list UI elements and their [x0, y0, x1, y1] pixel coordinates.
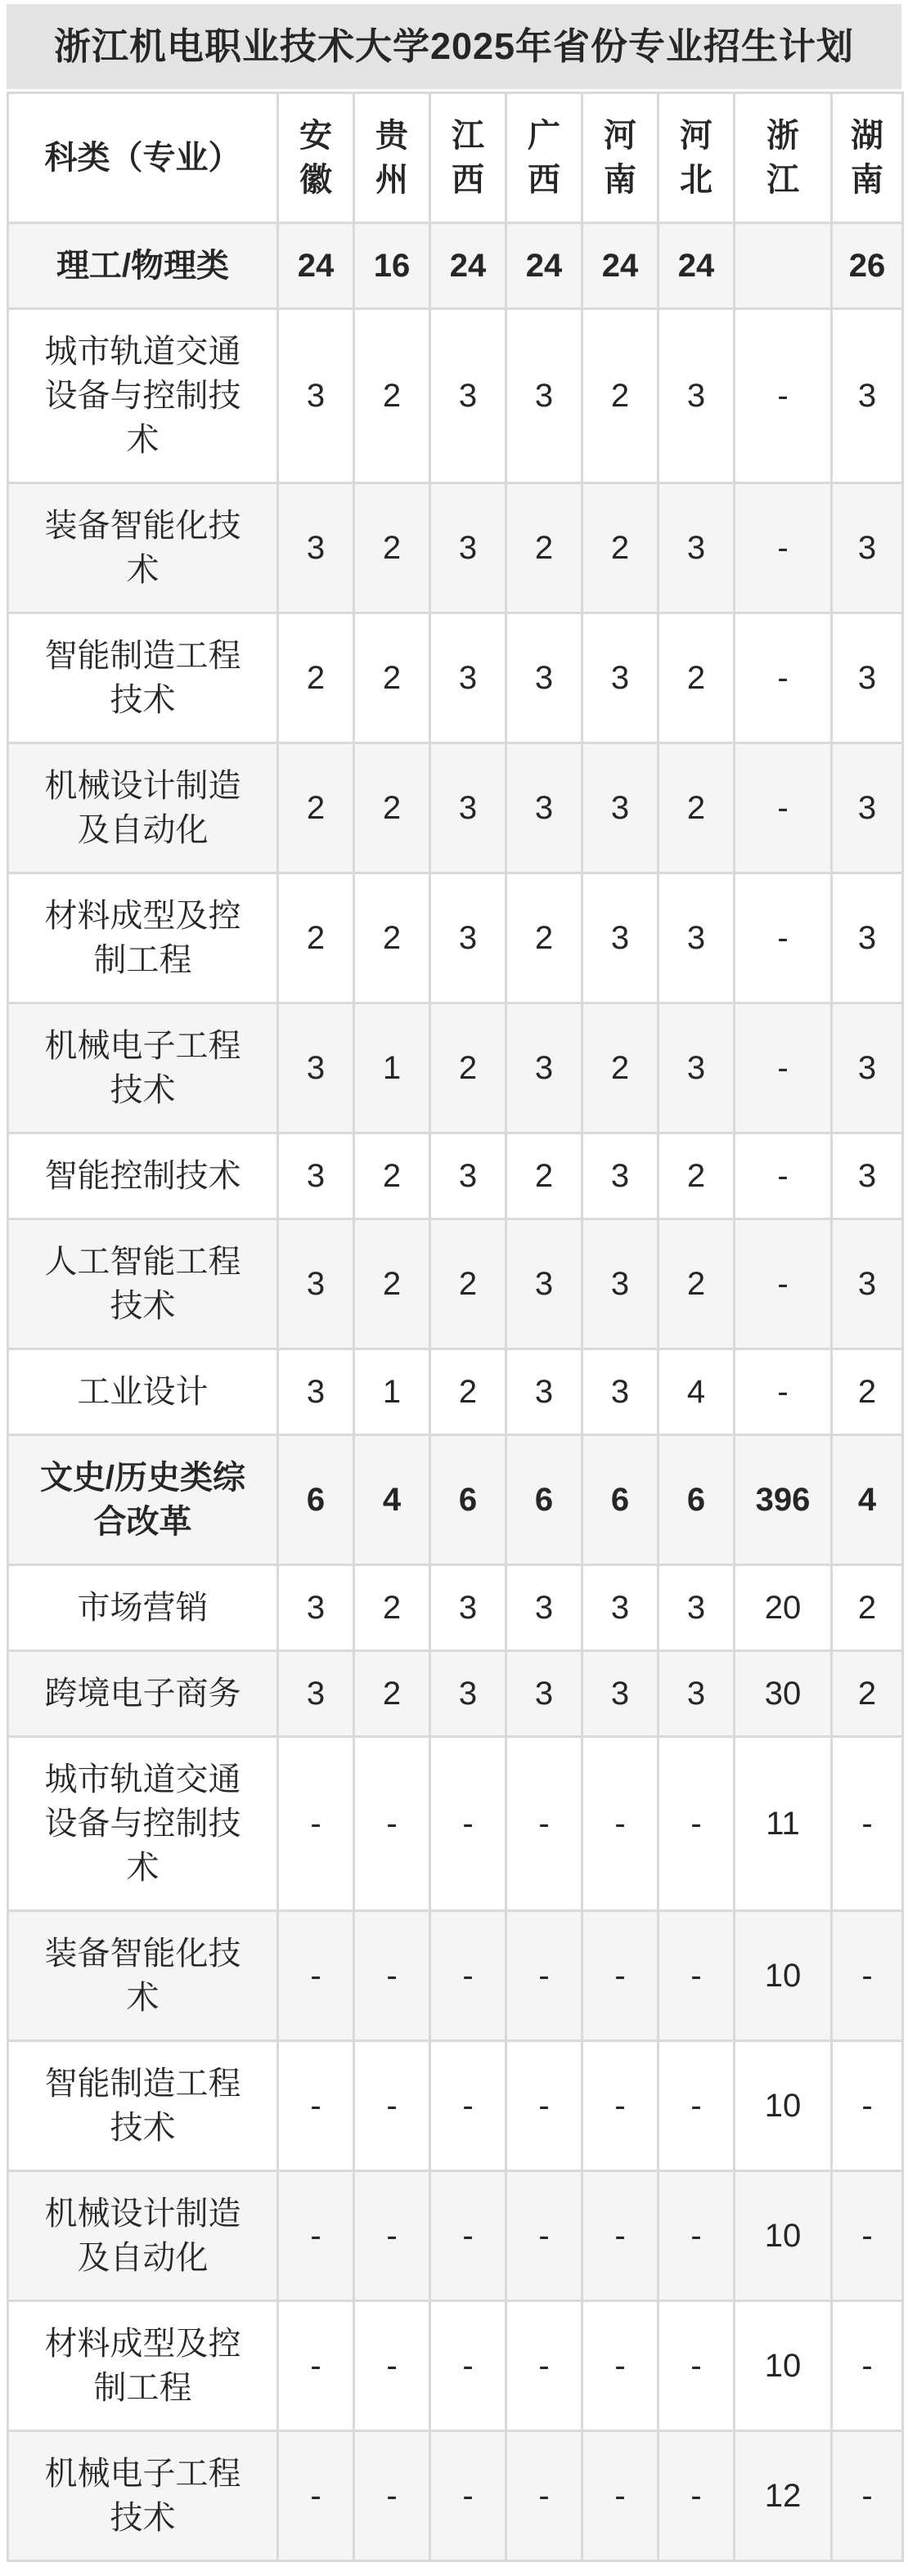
cell-value: 3 — [659, 309, 735, 483]
cell-value: 24 — [278, 223, 354, 309]
cell-value: 2 — [354, 1565, 430, 1651]
cell-value: 2 — [832, 1651, 903, 1737]
row-label: 机械电子工程技术 — [8, 2431, 278, 2561]
table-row — [8, 2431, 903, 2561]
cell-value: 3 — [832, 1219, 903, 1349]
cell-value — [735, 223, 832, 309]
cell-value: 10 — [735, 2041, 832, 2171]
cell-value: - — [430, 2301, 506, 2431]
cell-value: 3 — [582, 873, 659, 1003]
cell-value: 10 — [735, 2171, 832, 2301]
cell-value: 2 — [354, 1133, 430, 1219]
table-row — [8, 1737, 903, 1911]
cell-value: 3 — [582, 1219, 659, 1349]
cell-value: 30 — [735, 1651, 832, 1737]
cell-value: - — [659, 2301, 735, 2431]
cell-value: 4 — [354, 1435, 430, 1565]
cell-value: - — [354, 2041, 430, 2171]
cell-value: 1 — [354, 1349, 430, 1435]
cell-value: 3 — [659, 873, 735, 1003]
cell-value: - — [278, 2301, 354, 2431]
row-label: 机械设计制造及自动化 — [8, 743, 278, 873]
cell-value: 6 — [430, 1435, 506, 1565]
cell-value: 2 — [832, 1349, 903, 1435]
cell-value: - — [735, 309, 832, 483]
cell-value: 2 — [278, 743, 354, 873]
cell-value: 3 — [582, 1565, 659, 1651]
cell-value: 3 — [506, 1565, 582, 1651]
cell-value: 3 — [506, 1651, 582, 1737]
cell-value: 24 — [430, 223, 506, 309]
cell-value: 20 — [735, 1565, 832, 1651]
cell-value: 2 — [506, 483, 582, 613]
cell-value: 3 — [832, 613, 903, 743]
cell-value: 2 — [354, 873, 430, 1003]
cell-value: 3 — [582, 1133, 659, 1219]
cell-value: - — [832, 2301, 903, 2431]
cell-value: - — [582, 2171, 659, 2301]
cell-value: 2 — [278, 613, 354, 743]
cell-value: 2 — [354, 1651, 430, 1737]
cell-value: 2 — [832, 1565, 903, 1651]
table-row — [8, 743, 903, 873]
cell-value: 3 — [506, 743, 582, 873]
cell-value: - — [278, 2171, 354, 2301]
table-row — [8, 1133, 903, 1219]
cell-value: 11 — [735, 1737, 832, 1911]
cell-value: - — [735, 873, 832, 1003]
cell-value: - — [430, 1911, 506, 2041]
cell-value: 2 — [354, 309, 430, 483]
cell-value: 3 — [506, 309, 582, 483]
cell-value: 2 — [506, 873, 582, 1003]
cell-value: 3 — [659, 1565, 735, 1651]
cell-value: 396 — [735, 1435, 832, 1565]
table-row — [8, 2301, 903, 2431]
cell-value: 2 — [582, 1003, 659, 1133]
category-row — [8, 223, 903, 309]
cell-value: 3 — [832, 1133, 903, 1219]
header-row — [8, 93, 903, 223]
row-label: 装备智能化技术 — [8, 483, 278, 613]
cell-value: 24 — [659, 223, 735, 309]
cell-value: 3 — [430, 309, 506, 483]
cell-value: - — [582, 1737, 659, 1911]
cell-value: 3 — [506, 1219, 582, 1349]
cell-value: 3 — [659, 1651, 735, 1737]
cell-value: 3 — [278, 1219, 354, 1349]
row-label: 智能控制技术 — [8, 1133, 278, 1219]
table-row — [8, 1565, 903, 1651]
cell-value: 3 — [430, 613, 506, 743]
cell-value: - — [735, 483, 832, 613]
cell-value: - — [506, 1911, 582, 2041]
cell-value: 3 — [582, 613, 659, 743]
cell-value: 3 — [832, 483, 903, 613]
row-label: 城市轨道交通设备与控制技术 — [8, 309, 278, 483]
table-row — [8, 2171, 903, 2301]
cell-value: - — [278, 2041, 354, 2171]
column-header-province: 安徽 — [278, 93, 354, 223]
cell-value: 2 — [354, 743, 430, 873]
cell-value: 3 — [430, 1651, 506, 1737]
row-label: 材料成型及控制工程 — [8, 873, 278, 1003]
cell-value: - — [735, 1219, 832, 1349]
category-label: 理工/物理类 — [8, 223, 278, 309]
page-title: 浙江机电职业技术大学2025年省份专业招生计划 — [7, 4, 901, 89]
cell-value: - — [430, 1737, 506, 1911]
cell-value: 6 — [506, 1435, 582, 1565]
cell-value: 10 — [735, 2301, 832, 2431]
cell-value: 2 — [430, 1003, 506, 1133]
enrollment-plan-table — [7, 92, 904, 2562]
cell-value: - — [832, 2041, 903, 2171]
cell-value: 26 — [832, 223, 903, 309]
column-header-province: 河南 — [582, 93, 659, 223]
cell-value: 1 — [354, 1003, 430, 1133]
cell-value: - — [278, 1737, 354, 1911]
cell-value: - — [430, 2171, 506, 2301]
cell-value: 3 — [582, 1349, 659, 1435]
row-label: 材料成型及控制工程 — [8, 2301, 278, 2431]
cell-value: 3 — [832, 743, 903, 873]
table-row — [8, 2041, 903, 2171]
cell-value: 3 — [278, 1133, 354, 1219]
cell-value: 2 — [354, 483, 430, 613]
cell-value: 2 — [430, 1349, 506, 1435]
column-header-province: 河北 — [659, 93, 735, 223]
row-label: 机械设计制造及自动化 — [8, 2171, 278, 2301]
cell-value: 2 — [659, 613, 735, 743]
cell-value: 3 — [430, 1565, 506, 1651]
row-label: 跨境电子商务 — [8, 1651, 278, 1737]
cell-value: 3 — [832, 1003, 903, 1133]
cell-value: - — [506, 2301, 582, 2431]
category-row — [8, 1435, 903, 1565]
cell-value: - — [582, 2041, 659, 2171]
cell-value: 2 — [278, 873, 354, 1003]
cell-value: 3 — [832, 309, 903, 483]
cell-value: 3 — [832, 873, 903, 1003]
row-label: 智能制造工程技术 — [8, 613, 278, 743]
table-row — [8, 1349, 903, 1435]
table-row — [8, 483, 903, 613]
cell-value: 3 — [278, 1003, 354, 1133]
cell-value: 3 — [582, 1651, 659, 1737]
table-row — [8, 1219, 903, 1349]
cell-value: 3 — [506, 1349, 582, 1435]
cell-value: 3 — [278, 1565, 354, 1651]
cell-value: - — [832, 1737, 903, 1911]
column-header-province: 浙江 — [735, 93, 832, 223]
table-row — [8, 1911, 903, 2041]
cell-value: 3 — [506, 613, 582, 743]
cell-value: 3 — [430, 873, 506, 1003]
cell-value: - — [735, 1003, 832, 1133]
cell-value: 3 — [582, 743, 659, 873]
column-header-province: 广西 — [506, 93, 582, 223]
cell-value: 3 — [430, 483, 506, 613]
cell-value: - — [354, 2171, 430, 2301]
cell-value: 2 — [430, 1219, 506, 1349]
cell-value: - — [278, 1911, 354, 2041]
cell-value: - — [430, 2431, 506, 2561]
cell-value: - — [506, 2171, 582, 2301]
cell-value: 24 — [506, 223, 582, 309]
cell-value: - — [659, 1737, 735, 1911]
cell-value: 6 — [659, 1435, 735, 1565]
cell-value: 2 — [659, 743, 735, 873]
cell-value: - — [506, 2041, 582, 2171]
table-row — [8, 1651, 903, 1737]
category-label: 文史/历史类综合改革 — [8, 1435, 278, 1565]
column-header-province: 贵州 — [354, 93, 430, 223]
row-label: 城市轨道交通设备与控制技术 — [8, 1737, 278, 1911]
cell-value: 3 — [659, 483, 735, 613]
cell-value: - — [659, 2171, 735, 2301]
column-header-province: 江西 — [430, 93, 506, 223]
cell-value: - — [832, 1911, 903, 2041]
cell-value: 4 — [659, 1349, 735, 1435]
cell-value: 2 — [582, 483, 659, 613]
cell-value: - — [735, 1133, 832, 1219]
cell-value: 2 — [659, 1133, 735, 1219]
cell-value: 10 — [735, 1911, 832, 2041]
cell-value: - — [735, 1349, 832, 1435]
cell-value: 24 — [582, 223, 659, 309]
row-label: 工业设计 — [8, 1349, 278, 1435]
cell-value: - — [354, 1911, 430, 2041]
cell-value: - — [506, 2431, 582, 2561]
cell-value: 3 — [506, 1003, 582, 1133]
cell-value: - — [506, 1737, 582, 1911]
cell-value: 3 — [430, 1133, 506, 1219]
cell-value: 3 — [278, 483, 354, 613]
corner-header: 科类（专业） — [8, 93, 278, 223]
cell-value: 2 — [506, 1133, 582, 1219]
cell-value: 2 — [354, 1219, 430, 1349]
cell-value: - — [582, 2431, 659, 2561]
cell-value: - — [278, 2431, 354, 2561]
cell-value: - — [659, 2431, 735, 2561]
cell-value: - — [735, 743, 832, 873]
cell-value: 6 — [582, 1435, 659, 1565]
cell-value: 2 — [582, 309, 659, 483]
row-label: 人工智能工程技术 — [8, 1219, 278, 1349]
cell-value: 12 — [735, 2431, 832, 2561]
cell-value: 3 — [278, 1349, 354, 1435]
cell-value: 4 — [832, 1435, 903, 1565]
cell-value: - — [735, 613, 832, 743]
cell-value: 3 — [430, 743, 506, 873]
cell-value: - — [832, 2431, 903, 2561]
cell-value: 3 — [659, 1003, 735, 1133]
cell-value: - — [582, 1911, 659, 2041]
cell-value: 3 — [278, 1651, 354, 1737]
row-label: 智能制造工程技术 — [8, 2041, 278, 2171]
row-label: 装备智能化技术 — [8, 1911, 278, 2041]
table-row — [8, 613, 903, 743]
cell-value: 6 — [278, 1435, 354, 1565]
cell-value: - — [430, 2041, 506, 2171]
cell-value: - — [354, 2301, 430, 2431]
column-header-province: 湖南 — [832, 93, 903, 223]
table-row — [8, 309, 903, 483]
cell-value: 16 — [354, 223, 430, 309]
table-row — [8, 1003, 903, 1133]
cell-value: 2 — [354, 613, 430, 743]
cell-value: 3 — [278, 309, 354, 483]
cell-value: - — [582, 2301, 659, 2431]
row-label: 机械电子工程技术 — [8, 1003, 278, 1133]
row-label: 市场营销 — [8, 1565, 278, 1651]
table-row — [8, 873, 903, 1003]
cell-value: - — [659, 1911, 735, 2041]
cell-value: - — [354, 2431, 430, 2561]
cell-value: - — [832, 2171, 903, 2301]
cell-value: - — [659, 2041, 735, 2171]
cell-value: 2 — [659, 1219, 735, 1349]
cell-value: - — [354, 1737, 430, 1911]
